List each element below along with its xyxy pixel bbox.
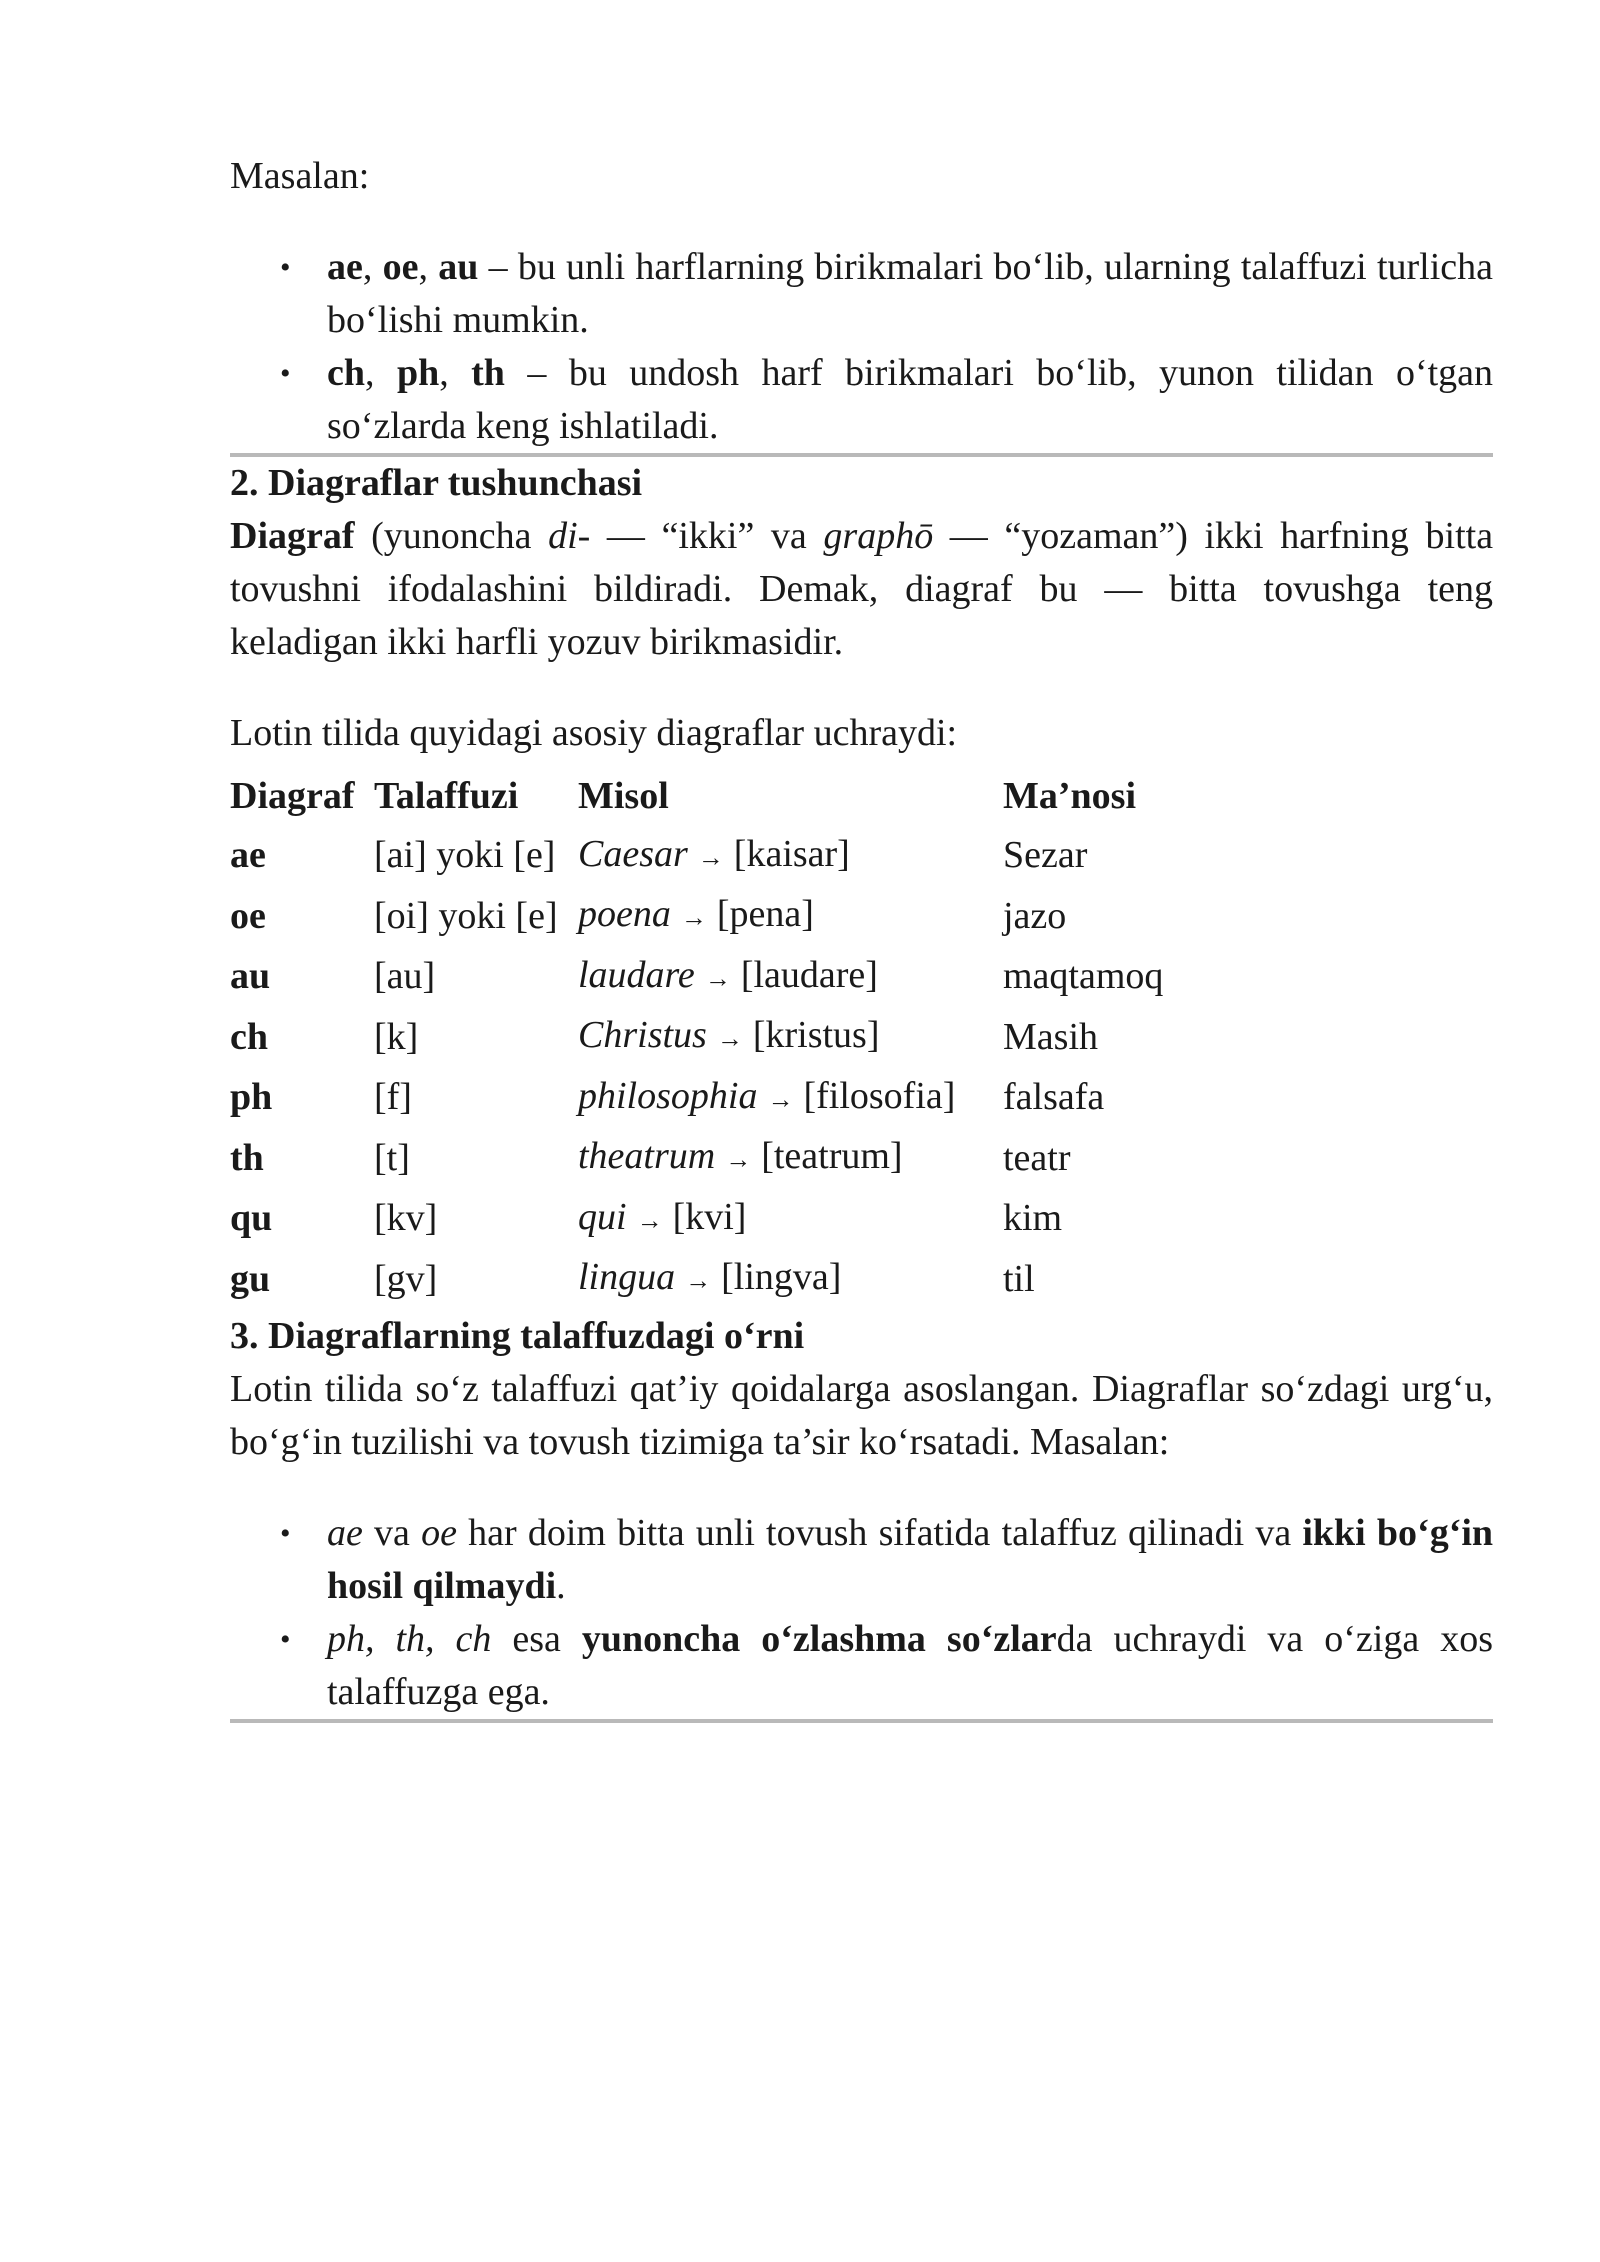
table-row: [230, 1189, 1165, 1250]
example-reading: [kaisar]: [733, 832, 850, 875]
pronunciation-cell: [ai] yoki [e]: [374, 834, 556, 876]
section3-bullet-list: [230, 1507, 1493, 1719]
example-cell: [578, 947, 1003, 1008]
example-reading: [filosofia]: [803, 1074, 956, 1117]
pronunciation-cell: [t]: [374, 1136, 410, 1179]
document-page: [230, 150, 1493, 1723]
arrow-icon: →: [767, 1084, 794, 1114]
table-row: [230, 826, 1165, 887]
bullet-text: esa: [512, 1617, 561, 1660]
example-word: laudare: [578, 953, 695, 996]
definition-paragraph: [230, 510, 1493, 669]
example-cell: [578, 1068, 1003, 1129]
digraph-example: ae: [327, 1511, 363, 1554]
bullet-text: har doim bitta unli tovush sifatida talaffuz qilinadi va: [468, 1511, 1292, 1554]
meaning-cell: maqtamoq: [1003, 955, 1164, 997]
pronunciation-cell: [kv]: [374, 1197, 438, 1239]
section-heading: 2. Diagraflar tushunchasi: [230, 462, 643, 504]
term: ch: [327, 352, 365, 394]
example-cell: [578, 886, 1003, 947]
table-row: [230, 1128, 1165, 1189]
column-header: Ma’nosi: [1003, 775, 1136, 817]
section-paragraph: Lotin tilida so‘z talaffuzi qat’iy qoidalarga asoslangan. Diagraflar so‘zdagi urg‘u, bo‘g‘in tuzilishi va tovush tizimiga ta’sir ko‘rsatadi. Masalan:: [230, 1367, 1493, 1463]
example-word: poena: [578, 893, 671, 935]
digraph-example: ph, th, ch: [327, 1617, 492, 1660]
digraph-cell: th: [230, 1136, 264, 1179]
example-word: qui: [578, 1195, 627, 1238]
bullet-icon: •: [280, 251, 291, 284]
table-row: [230, 1068, 1165, 1129]
bullet-text: .: [556, 1564, 566, 1607]
example-word: Caesar: [578, 832, 688, 875]
meaning-cell: Masih: [1003, 1015, 1098, 1058]
table-row: [230, 1249, 1165, 1310]
bullet-text: da uchraydi va o‘ziga xos talaffuzga ega.: [327, 1617, 1493, 1713]
table-row: [230, 886, 1165, 947]
term: au: [438, 246, 479, 288]
arrow-icon: →: [685, 1266, 712, 1295]
arrow-icon: →: [725, 1145, 752, 1174]
pronunciation-cell: [au]: [374, 955, 436, 997]
table-row: [230, 947, 1165, 1008]
column-header: Talaffuzi: [374, 775, 519, 817]
example-cell: [578, 826, 1003, 887]
bullet-icon: •: [280, 1622, 291, 1656]
bullet-text: – bu unli harflarning birikmalari bo‘lib, ularning talaffuzi turlicha bo‘lishi mumkin.: [327, 246, 1494, 341]
example-cell: [578, 1128, 1003, 1189]
bullet-icon: •: [280, 357, 291, 390]
digraph-cell: qu: [230, 1197, 273, 1239]
example-reading: [laudare]: [740, 953, 878, 996]
digraph-cell: au: [230, 955, 271, 997]
pronunciation-cell: [gv]: [374, 1257, 438, 1300]
emphasis: yunoncha o‘zlashma so‘zlar: [581, 1617, 1057, 1660]
term: th: [471, 352, 505, 394]
digraph-cell: gu: [230, 1257, 271, 1300]
example-word: Christus: [578, 1014, 707, 1056]
arrow-icon: →: [716, 1024, 743, 1053]
example-cell: [578, 1249, 1003, 1310]
example-reading: [kristus]: [752, 1014, 880, 1056]
digraph-table: [230, 768, 1165, 1310]
etymology-word: graphō: [823, 515, 934, 557]
example-reading: [pena]: [716, 893, 814, 935]
bullet-text: – bu undosh harf birikmalari bo‘lib, yunon tilidan o‘tgan so‘zlarda keng ishlatiladi.: [327, 352, 1494, 447]
arrow-icon: →: [680, 903, 707, 932]
bullet-text: va: [374, 1511, 410, 1554]
digraph-cell: ph: [230, 1076, 273, 1118]
column-header: Misol: [578, 775, 669, 817]
list-item: • ch, ph, th – bu undosh harf birikmalari bo‘lib, yunon tilidan o‘tgan so‘zlarda keng ishlatiladi.: [230, 347, 1493, 453]
column-header: Diagraf: [230, 775, 355, 817]
arrow-icon: →: [636, 1205, 663, 1235]
bullet-icon: •: [280, 1516, 291, 1550]
term: ae: [327, 246, 363, 288]
section-heading: 3. Diagraflarning talaffuzdagi o‘rni: [230, 1314, 805, 1357]
example-reading: [teatrum]: [761, 1135, 903, 1177]
arrow-icon: →: [704, 963, 731, 993]
example-word: lingua: [578, 1256, 676, 1298]
intro-label: Masalan:: [230, 155, 370, 197]
table-intro: Lotin tilida quyidagi asosiy diagraflar uchraydi:: [230, 712, 958, 754]
pronunciation-cell: [oi] yoki [e]: [374, 894, 558, 937]
meaning-cell: teatr: [1003, 1136, 1071, 1179]
example-reading: [kvi]: [672, 1195, 747, 1238]
list-item: [230, 1507, 1493, 1613]
term: oe: [382, 246, 419, 288]
etymology-word: di-: [548, 515, 591, 557]
digraph-cell: ae: [230, 834, 266, 876]
term: ph: [396, 352, 440, 394]
meaning-cell: jazo: [1003, 894, 1067, 937]
digraph-example: oe: [421, 1511, 457, 1554]
list-item: • ae, oe, au – bu unli harflarning birikmalari bo‘lib, ularning talaffuzi turlicha bo‘lishi mumkin.: [230, 241, 1493, 347]
example-reading: [lingva]: [721, 1256, 842, 1298]
intro-bullet-list: [230, 241, 1493, 453]
meaning-cell: til: [1003, 1257, 1035, 1300]
example-cell: [578, 1007, 1003, 1068]
meaning-cell: kim: [1003, 1197, 1063, 1239]
section-divider: [230, 1719, 1493, 1723]
emphasis: ikki bo‘g‘in hosil qilmaydi: [327, 1511, 1494, 1607]
table-row: [230, 1007, 1165, 1068]
table-header-row: [230, 768, 1165, 826]
defined-term: Diagraf: [230, 515, 355, 557]
pronunciation-cell: [k]: [374, 1015, 419, 1058]
arrow-icon: →: [697, 842, 724, 872]
digraph-cell: oe: [230, 894, 266, 937]
example-word: philosophia: [578, 1074, 758, 1117]
definition-text: — “ikki” va: [606, 515, 807, 557]
meaning-cell: falsafa: [1003, 1076, 1105, 1118]
example-word: theatrum: [578, 1135, 716, 1177]
digraph-cell: ch: [230, 1015, 268, 1058]
definition-text: — “yozaman”) ikki harfning bitta tovushni ifodalashini bildiradi. Demak, diagraf bu — bitta tovushga teng keladigan ikki harfli yozuv birikmasidir.: [230, 515, 1494, 663]
list-item: [230, 1613, 1493, 1719]
meaning-cell: Sezar: [1003, 834, 1088, 876]
example-cell: [578, 1189, 1003, 1250]
definition-text: (yunoncha: [371, 515, 532, 557]
pronunciation-cell: [f]: [374, 1076, 412, 1118]
